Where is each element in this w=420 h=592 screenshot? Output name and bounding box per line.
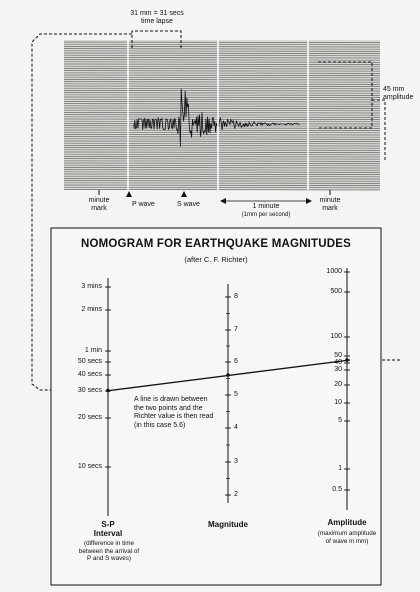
amplitude-tick-label: 100	[330, 333, 342, 340]
magnitude-tick-label: 6	[234, 358, 238, 365]
nomogram-subtitle: (after C. F. Richter)	[184, 255, 248, 264]
sp-interval-desc: (difference in time between the arrival of P and S waves)	[78, 540, 140, 562]
magnitude-tick-label: 7	[234, 326, 238, 333]
sp-tick-label: 40 secs	[77, 371, 102, 378]
magnitude-reading-point	[226, 373, 230, 377]
amplitude-tick-label: 0.5	[332, 486, 342, 493]
s-wave-arrow	[181, 191, 187, 197]
magnitude-tick-label: 5	[234, 391, 238, 398]
amplitude-reading-point	[345, 358, 349, 362]
minute-mark-left-label: minute mark	[88, 197, 110, 212]
sp-tick-label: 2 mins	[81, 306, 102, 313]
sp-tick-label: 1 min	[84, 347, 102, 354]
sp-tick-label: 3 mins	[81, 283, 102, 290]
amplitude-desc: (maximum amplitude of wave in mm)	[317, 530, 377, 545]
magnitude-title: Magnitude	[208, 520, 248, 529]
sp-interval-title: S-P Interval	[93, 520, 123, 538]
nomogram-title: NOMOGRAM FOR EARTHQUAKE MAGNITUDES	[80, 238, 351, 250]
sp-tick-label: 50 secs	[77, 358, 102, 365]
time-lapse-label: 31 mm = 31 secs time lapse	[130, 10, 184, 25]
p-wave-arrow	[126, 191, 132, 197]
one-minute-label: 1 minute	[252, 203, 280, 210]
sp-tick-label: 20 secs	[77, 414, 102, 421]
magnitude-tick-label: 3	[234, 458, 238, 465]
sp-tick-label: 30 secs	[77, 387, 102, 394]
minute-mark-right-label: minute mark	[319, 197, 341, 212]
s-wave-label: S wave	[177, 201, 200, 208]
amplitude-tick-label: 50	[334, 352, 342, 359]
amplitude-label: 45 mm amplitude	[383, 86, 414, 101]
amplitude-title: Amplitude	[327, 518, 367, 527]
speed-label: (1mm per second)	[241, 212, 291, 218]
sp-tick-label: 10 secs	[77, 463, 102, 470]
p-wave-label: P wave	[132, 201, 155, 208]
minute-span-arrow-right	[306, 198, 312, 204]
magnitude-tick-label: 8	[234, 293, 238, 300]
amplitude-tick-label: 1	[338, 465, 342, 472]
amplitude-tick-label: 20	[334, 381, 342, 388]
amplitude-tick-label: 500	[330, 288, 342, 295]
amplitude-tick-label: 10	[334, 399, 342, 406]
magnitude-tick-label: 4	[234, 424, 238, 431]
amplitude-tick-label: 30	[334, 366, 342, 373]
reading-note: A line is drawn between the two points and the Richter value is then read (in this case 5.6)	[134, 396, 214, 429]
amplitude-tick-label: 40	[334, 359, 342, 366]
amplitude-tick-label: 1000	[326, 268, 342, 275]
sp-reading-point	[106, 389, 110, 393]
magnitude-tick-label: 2	[234, 491, 238, 498]
amplitude-tick-label: 5	[338, 417, 342, 424]
